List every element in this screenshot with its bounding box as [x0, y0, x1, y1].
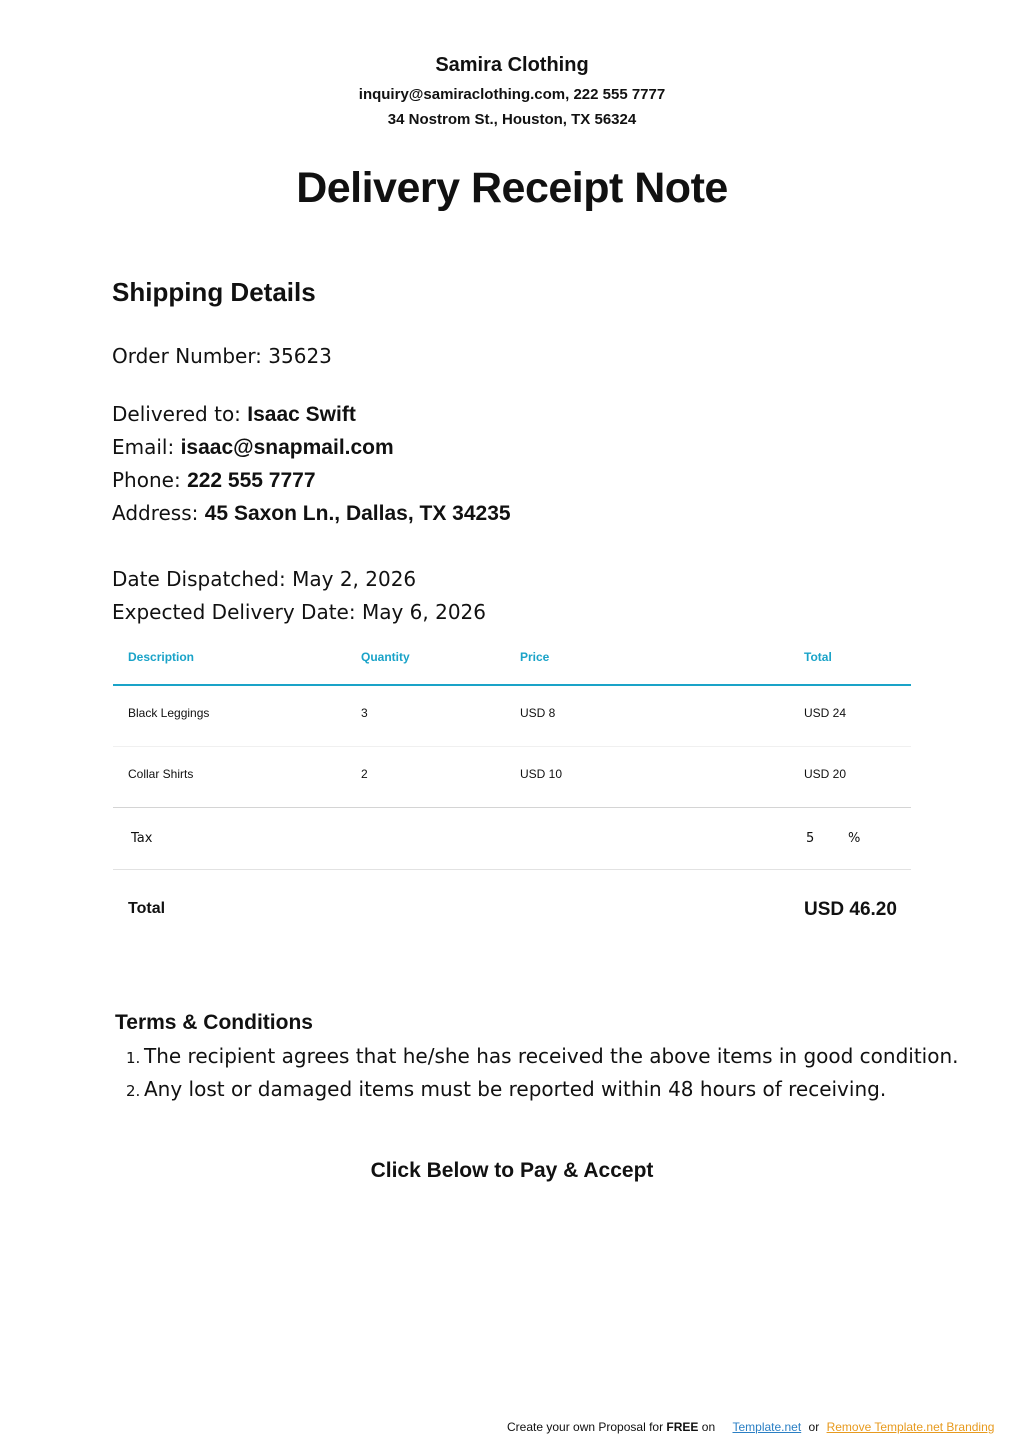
row-description: Collar Shirts [128, 767, 194, 781]
terms-item [126, 1044, 959, 1077]
row-total: USD 24 [804, 706, 847, 720]
remove-branding-link[interactable]: Remove Template.net Branding [826, 1420, 995, 1434]
tax-value: 5 [806, 831, 815, 846]
date-dispatched-value: May 2, 2026 [292, 567, 417, 591]
footer-text: Create your own Proposal for [507, 1420, 667, 1434]
email-label: Email: [112, 435, 175, 459]
terms-item-number: 2. [126, 1082, 141, 1100]
tax-label: Tax [131, 831, 153, 846]
table-row [113, 686, 911, 747]
phone-label: Phone: [112, 468, 181, 492]
header-total: Total [804, 650, 832, 664]
subtotal-divider [113, 807, 911, 808]
expected-delivery-label: Expected Delivery Date: [112, 600, 356, 624]
row-description: Black Leggings [128, 706, 210, 720]
footer-on: on [701, 1420, 716, 1434]
order-number-label: Order Number: [112, 344, 262, 368]
total-value: USD 46.20 [804, 899, 897, 920]
terms-item-number: 1. [126, 1049, 141, 1067]
company-contact: inquiry@samiraclothing.com, 222 555 7777 [358, 86, 666, 103]
footer-branding [507, 1420, 994, 1434]
tax-divider [113, 869, 911, 870]
row-quantity: 2 [361, 767, 368, 781]
row-price: USD 8 [520, 706, 556, 720]
delivered-to-value: Isaac Swift [247, 403, 356, 426]
terms-item [126, 1077, 959, 1110]
expected-delivery-line [112, 600, 486, 624]
order-number-line [112, 344, 332, 368]
header-price: Price [520, 650, 550, 664]
row-quantity: 3 [361, 706, 368, 720]
footer-or: or [808, 1420, 820, 1434]
total-label: Total [128, 900, 166, 917]
terms-heading: Terms & Conditions [115, 1011, 313, 1034]
date-dispatched-label: Date Dispatched: [112, 567, 286, 591]
shipping-details-heading: Shipping Details [112, 277, 316, 307]
email-value: isaac@snapmail.com [180, 436, 394, 459]
phone-line [112, 468, 316, 493]
order-number-value: 35623 [268, 344, 332, 368]
template-net-link[interactable]: Template.net [732, 1420, 802, 1434]
terms-item-text: Any lost or damaged items must be reported within 48 hours of receiving. [144, 1077, 887, 1101]
header-quantity: Quantity [361, 650, 410, 664]
expected-delivery-value: May 6, 2026 [361, 600, 486, 624]
address-label: Address: [112, 501, 199, 525]
delivered-to-label: Delivered to: [112, 402, 241, 426]
company-address: 34 Nostrom St., Houston, TX 56324 [387, 111, 637, 128]
address-value: 45 Saxon Ln., Dallas, TX 34235 [204, 502, 511, 525]
pay-accept-prompt: Click Below to Pay & Accept [370, 1159, 654, 1182]
header-description: Description [128, 650, 195, 664]
terms-list [126, 1044, 959, 1110]
row-price: USD 10 [520, 767, 563, 781]
footer-free: FREE [666, 1420, 699, 1434]
tax-unit: % [848, 831, 861, 846]
date-dispatched-line [112, 567, 416, 591]
phone-value: 222 555 7777 [187, 469, 316, 492]
table-row [113, 747, 911, 808]
email-line [112, 435, 394, 460]
delivered-to-line [112, 402, 356, 427]
address-line [112, 501, 511, 526]
row-total: USD 20 [804, 767, 847, 781]
document-title: Delivery Receipt Note [296, 164, 728, 212]
company-name: Samira Clothing [435, 54, 589, 76]
terms-item-text: The recipient agrees that he/she has received the above items in good condition. [144, 1044, 959, 1068]
